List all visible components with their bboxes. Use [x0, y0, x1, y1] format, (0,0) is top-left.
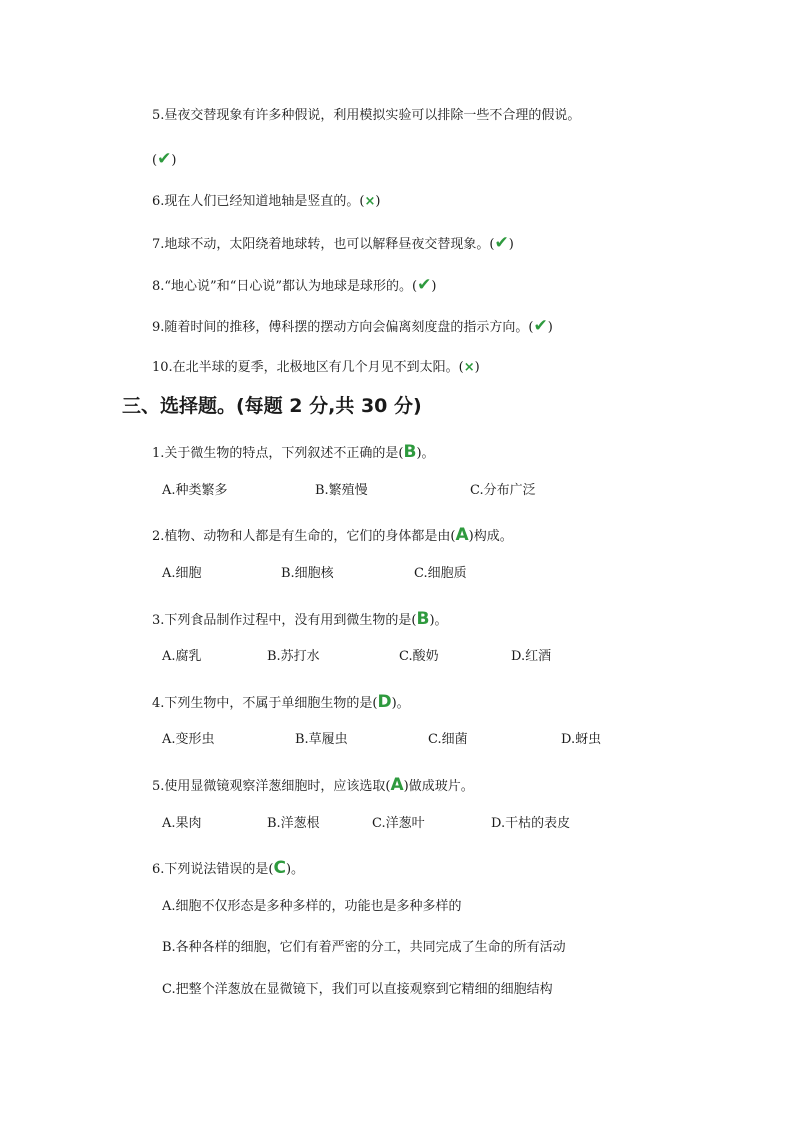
- option-c: C.细胞质: [414, 566, 467, 581]
- option-b: B.各种各样的细胞，它们有着严密的分工，共同完成了生命的所有活动: [162, 940, 566, 955]
- option-c: C.酸奶: [399, 649, 439, 664]
- question-text: 2.植物、动物和人都是有生命的，它们的身体都是由(: [152, 529, 456, 544]
- question-5: [152, 776, 474, 796]
- answer-letter: D: [377, 692, 392, 712]
- check-icon: ✔: [494, 233, 509, 253]
- judgement-text: 10.在北半球的夏季，北极地区有几个月见不到太阳。(: [152, 360, 464, 375]
- paren-close: ): [474, 360, 480, 375]
- question-1: [152, 443, 435, 463]
- option-a: A.细胞: [162, 566, 202, 581]
- judgement-text: 9.随着时间的推移，傅科摆的摆动方向会偏离刻度盘的指示方向。(: [152, 320, 534, 335]
- answer-letter: B: [416, 609, 430, 629]
- check-icon: ✔: [157, 149, 172, 169]
- question-6: [152, 859, 304, 879]
- section-title: 三、选择题。(每题 2 分,共 30 分): [122, 395, 422, 417]
- option-a: A.果肉: [162, 816, 202, 831]
- option-a: A.腐乳: [162, 649, 202, 664]
- option-a: A.种类繁多: [162, 483, 228, 498]
- option-b: B.草履虫: [295, 732, 348, 747]
- option-d: D.蚜虫: [561, 732, 602, 747]
- judgement-item-7: [152, 234, 514, 254]
- judgement-text: 8.“地心说”和“日心说”都认为地球是球形的。(: [152, 279, 418, 294]
- judgement-text: 6.现在人们已经知道地轴是竖直的。(: [152, 194, 365, 209]
- option-b: B.细胞核: [281, 566, 334, 581]
- judgement-item-8: [152, 276, 436, 296]
- judgement-item-10: [152, 359, 480, 377]
- option-c: C.细菌: [428, 732, 468, 747]
- question-text-end: )构成。: [468, 529, 513, 544]
- question-text: 3.下列食品制作过程中，没有用到微生物的是(: [152, 613, 417, 628]
- option-b: B.繁殖慢: [315, 483, 368, 498]
- cross-icon: ×: [364, 194, 376, 209]
- option-b: B.苏打水: [267, 649, 320, 664]
- paren-close: ): [508, 237, 514, 252]
- paren-close: ): [431, 279, 437, 294]
- option-a: A.变形虫: [162, 732, 215, 747]
- judgement-item-5-answer: [152, 150, 176, 170]
- judgement-item-5: [152, 107, 580, 125]
- option-a: A.细胞不仅形态是多种多样的，功能也是多种多样的: [162, 899, 462, 914]
- option-b: B.洋葱根: [267, 816, 320, 831]
- check-icon: ✔: [533, 316, 548, 336]
- question-text-end: )。: [285, 862, 305, 877]
- option-c: C.洋葱叶: [372, 816, 425, 831]
- check-icon: ✔: [417, 275, 432, 295]
- judgement-item-9: [152, 317, 553, 337]
- judgement-text: 7.地球不动，太阳绕着地球转，也可以解释昼夜交替现象。(: [152, 237, 495, 252]
- question-2: [152, 526, 513, 546]
- paren-close: ): [547, 320, 553, 335]
- question-text-end: )。: [416, 446, 435, 461]
- question-4: [152, 693, 410, 713]
- judgement-item-6: [152, 193, 380, 211]
- question-text: 1.关于微生物的特点，下列叙述不正确的是(: [152, 446, 404, 461]
- paren-close: ): [171, 153, 177, 168]
- option-d: D.干枯的表皮: [491, 816, 571, 831]
- paren-close: ): [375, 194, 381, 209]
- question-text-end: )。: [429, 613, 448, 628]
- cross-icon: ×: [463, 360, 475, 375]
- answer-letter: B: [403, 442, 417, 462]
- answer-letter: A: [455, 525, 469, 545]
- answer-letter: C: [273, 858, 286, 878]
- question-text-end: )做成玻片。: [403, 779, 474, 794]
- paren-open: (: [152, 153, 158, 168]
- question-text: 6.下列说法错误的是(: [152, 862, 274, 877]
- question-3: [152, 610, 448, 630]
- answer-letter: A: [390, 775, 404, 795]
- question-text: 4.下列生物中，不属于单细胞生物的是(: [152, 696, 378, 711]
- option-c: C.把整个洋葱放在显微镜下，我们可以直接观察到它精细的细胞结构: [162, 982, 553, 997]
- option-d: D.红酒: [511, 649, 552, 664]
- option-c: C.分布广泛: [470, 483, 536, 498]
- question-text-end: )。: [391, 696, 410, 711]
- question-text: 5.使用显微镜观察洋葱细胞时，应该选取(: [152, 779, 391, 794]
- judgement-text: 5.昼夜交替现象有许多种假说，利用模拟实验可以排除一些不合理的假说。: [152, 108, 581, 123]
